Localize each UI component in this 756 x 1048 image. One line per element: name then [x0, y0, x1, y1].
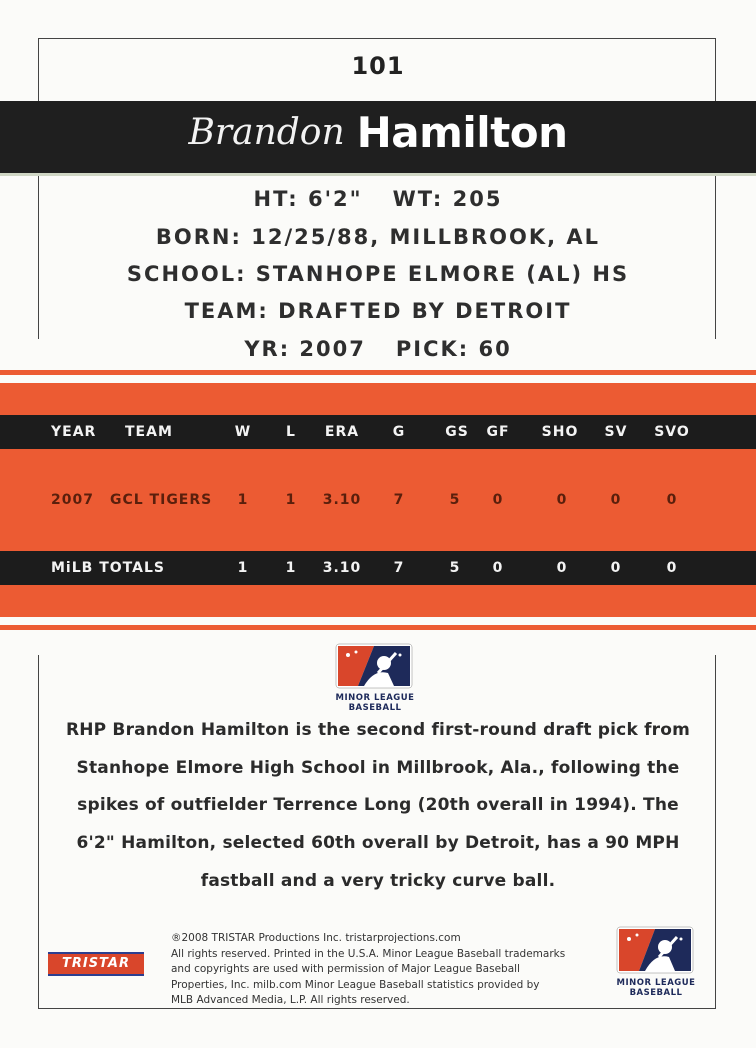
legal-text	[171, 931, 601, 1009]
stat-header-year: YEAR	[51, 424, 97, 440]
stat-header-gs: GS	[445, 424, 469, 440]
milb-logo-footer-icon	[614, 926, 698, 976]
milb-logo-footer	[614, 926, 698, 1000]
stat-total-era: 3.10	[322, 560, 362, 576]
stat-row-g: 7	[393, 492, 405, 508]
stat-total-gs: 5	[449, 560, 461, 576]
legal-line-5: MLB Advanced Media, L.P. All rights reserved.	[171, 994, 410, 1006]
legal-line-4: Properties, Inc. milb.com Minor League Baseball statistics provided by	[171, 978, 540, 991]
stat-row-l: 1	[285, 492, 297, 508]
stat-row-gf: 0	[492, 492, 504, 508]
bio-school: SCHOOL: STANHOPE ELMORE (AL) HS	[126, 262, 630, 286]
description-line-2: Stanhope Elmore High School in Millbrook, Ala., following the	[76, 758, 680, 778]
stats-header-bar	[0, 415, 756, 449]
description-line-4: 6'2" Hamilton, selected 60th overall by Detroit, has a 90 MPH	[76, 833, 680, 853]
stat-header-era: ERA	[324, 424, 360, 440]
milb-logo-center	[334, 643, 416, 715]
stat-total-g: 7	[393, 560, 405, 576]
milb-footer-line1: MINOR LEAGUE	[616, 978, 696, 988]
legal-line-3: and copyrights are used with permission of Major League Baseball	[171, 963, 520, 975]
stat-row-team: GCL TIGERS	[110, 492, 213, 508]
stat-total-svo: 0	[666, 560, 678, 576]
bio-year: YR: 2007	[244, 337, 366, 361]
stripe-bottom	[0, 625, 756, 630]
bio-year-pick	[0, 337, 756, 361]
stat-header-sv: SV	[604, 424, 628, 440]
description-line-5: fastball and a very tricky curve ball.	[200, 871, 556, 891]
legal-line-1: ®2008 TRISTAR Productions Inc. tristarprojections.com	[171, 932, 461, 944]
bio-height-weight	[0, 187, 756, 211]
stat-header-sho: SHO	[541, 424, 579, 440]
bio-born: BORN: 12/25/88, MILLBROOK, AL	[155, 225, 601, 249]
stat-totals-label: MiLB TOTALS	[51, 560, 165, 576]
description-line-3: spikes of outfielder Terrence Long (20th overall in 1994). The	[77, 795, 679, 815]
milb-logo-line1: MINOR LEAGUE	[335, 693, 415, 703]
stat-total-l: 1	[285, 560, 297, 576]
stripe-top	[0, 370, 756, 375]
stat-header-w: W	[234, 424, 252, 440]
milb-logo-line2: BASEBALL	[348, 703, 402, 713]
milb-footer-line2: BASEBALL	[629, 988, 683, 998]
legal-line-2: All rights reserved. Printed in the U.S.A. Minor League Baseball trademarks	[171, 947, 566, 960]
player-last-name: Hamilton	[356, 108, 568, 157]
tristar-logo: TRISTAR	[48, 952, 144, 976]
bio-team: TEAM: DRAFTED BY DETROIT	[184, 299, 572, 323]
stat-total-w: 1	[237, 560, 249, 576]
bio-weight: WT: 205	[392, 187, 503, 211]
milb-logo-icon	[334, 643, 416, 693]
bio-pick: PICK: 60	[395, 337, 512, 361]
stat-header-gf: GF	[486, 424, 510, 440]
stat-total-sv: 0	[610, 560, 622, 576]
stat-header-team: TEAM	[125, 424, 173, 440]
stat-row-svo: 0	[666, 492, 678, 508]
card-number: 101	[351, 52, 405, 80]
stat-row-sho: 0	[556, 492, 568, 508]
player-first-name: Brandon	[188, 112, 345, 153]
player-name	[0, 108, 756, 157]
stat-total-sho: 0	[556, 560, 568, 576]
stat-row-era: 3.10	[322, 492, 362, 508]
stat-header-svo: SVO	[654, 424, 690, 440]
stat-header-g: G	[392, 424, 406, 440]
bio-height: HT: 6'2"	[253, 187, 363, 211]
stat-row-sv: 0	[610, 492, 622, 508]
stat-total-gf: 0	[492, 560, 504, 576]
stat-row-w: 1	[237, 492, 249, 508]
stat-header-l: L	[286, 424, 296, 440]
stat-row-year: 2007	[51, 492, 94, 508]
stat-row-gs: 5	[449, 492, 461, 508]
description-line-1: RHP Brandon Hamilton is the second first-round draft pick from	[65, 720, 691, 740]
